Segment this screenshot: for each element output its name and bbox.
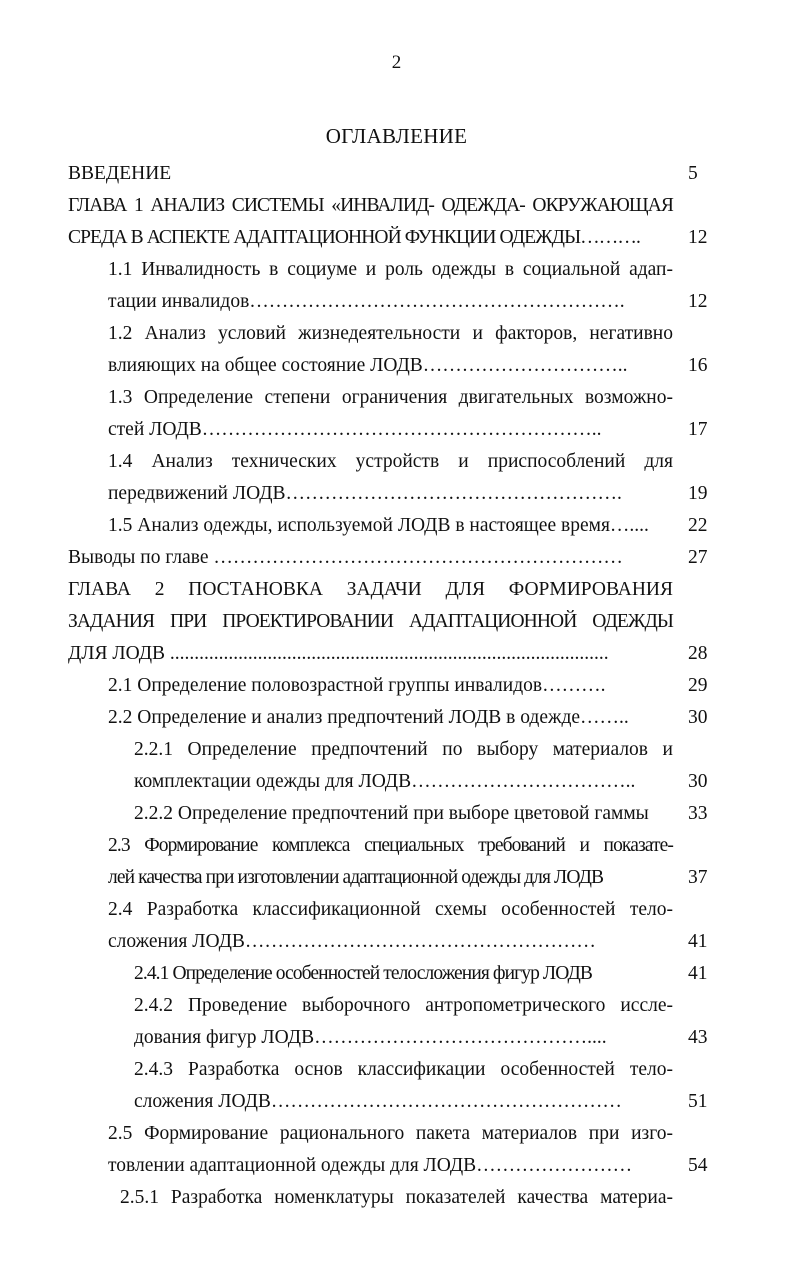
toc-line xyxy=(134,734,673,766)
toc-line-text: ГЛАВА 1 АНАЛИЗ СИСТЕМЫ «ИНВАЛИД- ОДЕЖДА- ОКРУЖАЮЩАЯ xyxy=(68,195,673,216)
toc-line-text: ДЛЯ ЛОДВ .......................................................................................... xyxy=(68,643,609,664)
toc-line xyxy=(120,1182,673,1214)
toc-line xyxy=(68,638,658,670)
toc-line-text: 2.2 Определение и анализ предпочтений ЛОДВ в одежде…….. xyxy=(108,707,629,728)
toc-line-text: тации инвалидов…………………………………………………. xyxy=(108,291,625,312)
toc-line xyxy=(134,766,673,798)
toc-line-text: товлении адаптационной одежды для ЛОДВ…………………… xyxy=(108,1155,633,1176)
toc-line-text: комплектации одежды для ЛОДВ…………………………….. xyxy=(134,771,636,792)
toc-line-text: 1.2 Анализ условий жизнедеятельности и факторов, негативно xyxy=(108,323,673,344)
toc-line xyxy=(134,1022,673,1054)
toc-page-ref: 37 xyxy=(688,867,708,888)
toc-line xyxy=(108,702,673,734)
toc-line-text: лей качества при изготовлении адаптационной одежды для ЛОДВ xyxy=(108,867,604,888)
toc-line-text: 1.5 Анализ одежды, используемой ЛОДВ в настоящее время….... xyxy=(108,515,649,536)
toc-line-text: 1.3 Определение степени ограничения двигательных возможно- xyxy=(108,387,673,408)
toc-line xyxy=(108,862,673,894)
toc-line-text: Выводы по главе ……………………………………………………… xyxy=(68,547,623,568)
toc-line-text: ВВЕДЕНИЕ xyxy=(68,163,172,184)
toc-page-ref: 54 xyxy=(688,1155,708,1176)
toc-line xyxy=(134,1086,673,1118)
toc-line-text: 2.5 Формирование рационального пакета материалов при изго- xyxy=(108,1123,673,1144)
toc-line-text: 2.1 Определение половозрастной группы инвалидов………. xyxy=(108,675,606,696)
toc-line xyxy=(134,990,673,1022)
toc-page-ref: 33 xyxy=(688,803,708,824)
toc-line xyxy=(108,350,673,382)
toc-page-ref: 19 xyxy=(688,483,708,504)
toc-line-text: сложения ЛОДВ……………………………………………… xyxy=(108,931,596,952)
toc-line xyxy=(108,1150,673,1182)
toc-line-text: СРЕДА В АСПЕКТЕ АДАПТАЦИОННОЙ ФУНКЦИИ ОДЕЖДЫ………. xyxy=(68,227,640,248)
toc-line-text: 2.5.1 Разработка номенклатуры показателей качества материа- xyxy=(120,1187,673,1208)
toc-line xyxy=(108,830,673,862)
toc-line xyxy=(108,414,673,446)
toc-line-text: 2.3 Формирование комплекса специальных требований и показате- xyxy=(108,835,673,856)
toc-line-text: 1.4 Анализ технических устройств и приспособлений для xyxy=(108,451,673,472)
toc-line xyxy=(108,254,673,286)
toc-line xyxy=(108,446,673,478)
toc-line xyxy=(108,478,673,510)
toc-line-text: 2.4 Разработка классификационной схемы особенностей тело- xyxy=(108,899,673,920)
toc-line xyxy=(68,222,673,254)
toc-line xyxy=(108,926,673,958)
toc-line-text: 1.1 Инвалидность в социуме и роль одежды в социальной адап- xyxy=(108,259,673,280)
toc-page-ref: 41 xyxy=(688,931,708,952)
toc-page-ref: 28 xyxy=(688,643,708,664)
toc-page-ref: 17 xyxy=(688,419,708,440)
toc-line xyxy=(108,894,673,926)
toc-page-ref: 29 xyxy=(688,675,708,696)
toc-page-ref: 12 xyxy=(688,227,708,248)
toc-line xyxy=(68,542,673,574)
toc-page-ref: 43 xyxy=(688,1027,708,1048)
toc-page-ref: 27 xyxy=(688,547,708,568)
toc-line xyxy=(108,382,673,414)
toc-line-text: сложения ЛОДВ……………………………………………… xyxy=(134,1091,622,1112)
toc-line xyxy=(108,1118,673,1150)
toc-line-text: 2.4.2 Проведение выборочного антропометрического иссле- xyxy=(134,995,673,1016)
toc-heading: ОГЛАВЛЕНИЕ xyxy=(325,124,468,148)
toc-line xyxy=(108,318,673,350)
toc-page-ref: 51 xyxy=(688,1091,708,1112)
toc-line xyxy=(68,158,668,190)
toc-line xyxy=(108,670,673,702)
page-number: 2 xyxy=(391,52,402,73)
toc-page-ref: 12 xyxy=(688,291,708,312)
toc-page-ref: 5 xyxy=(688,163,698,184)
toc-line-text: 2.4.3 Разработка основ классификации особенностей тело- xyxy=(134,1059,673,1080)
toc-line-text: ЗАДАНИЯ ПРИ ПРОЕКТИРОВАНИИ АДАПТАЦИОННОЙ ОДЕЖДЫ xyxy=(68,611,673,632)
toc-page-ref: 41 xyxy=(688,963,708,984)
toc-line xyxy=(134,1054,673,1086)
toc-line-text: 2.4.1 Определение особенностей телосложения фигур ЛОДВ xyxy=(134,963,592,984)
toc-line xyxy=(108,510,673,542)
toc-line-text: влияющих на общее состояние ЛОДВ………………………….. xyxy=(108,355,628,376)
toc-line xyxy=(108,286,673,318)
toc-line xyxy=(68,606,673,638)
toc-line-text: дования фигур ЛОДВ…………………………………….... xyxy=(134,1027,607,1048)
toc-page-ref: 30 xyxy=(688,771,708,792)
toc-line xyxy=(68,574,673,606)
toc-line-text: передвижений ЛОДВ……………………………………………. xyxy=(108,483,622,504)
toc-page-ref: 30 xyxy=(688,707,708,728)
toc-line-text: 2.2.1 Определение предпочтений по выбору материалов и xyxy=(134,739,673,760)
toc-line-text: стей ЛОДВ…………………………………………………….. xyxy=(108,419,602,440)
toc-line xyxy=(68,190,673,222)
toc-line-text: ГЛАВА 2 ПОСТАНОВКА ЗАДАЧИ ДЛЯ ФОРМИРОВАНИЯ xyxy=(68,579,673,600)
toc-page-ref: 16 xyxy=(688,355,708,376)
toc-page-ref: 22 xyxy=(688,515,708,536)
toc-line xyxy=(134,958,673,990)
toc-line xyxy=(134,798,673,830)
toc-line-text: 2.2.2 Определение предпочтений при выборе цветовой гаммы xyxy=(134,803,649,824)
